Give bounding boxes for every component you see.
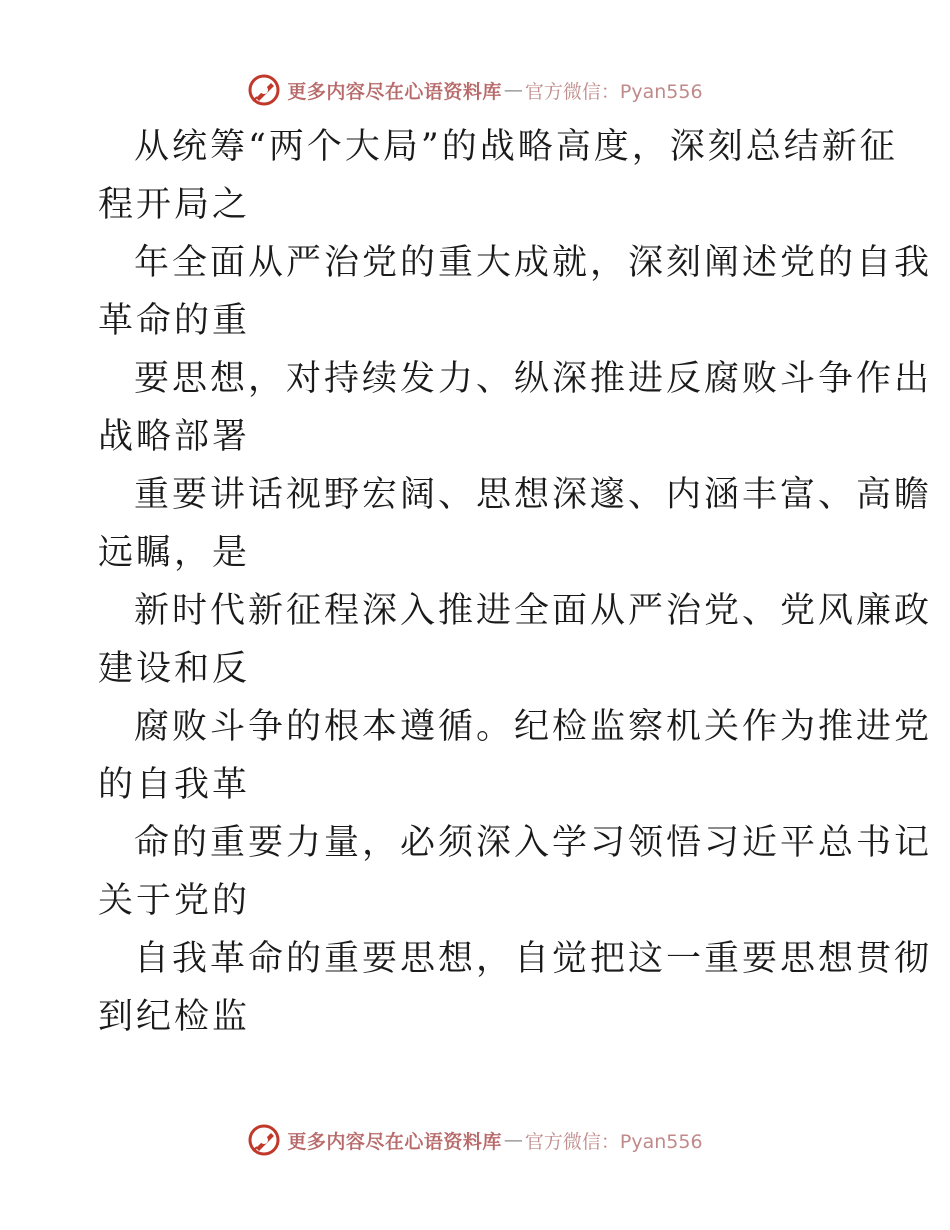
paragraph-line: 新时代新征程深入推进全面从严治党、党风廉政: [134, 591, 933, 631]
paragraph-line: 年全面从严治党的重大成就，深刻阐述党的自我: [134, 243, 933, 283]
paragraph: [98, 466, 933, 582]
document-body: [98, 118, 933, 1046]
pen-logo-icon: [247, 73, 281, 107]
header-banner: [0, 70, 950, 110]
paragraph-line: 革命的重: [98, 301, 251, 341]
pen-logo-icon: [247, 1123, 281, 1157]
paragraph-line: 远瞩，是: [98, 533, 251, 573]
paragraph: [98, 350, 933, 466]
paragraph: [98, 930, 933, 1046]
paragraph: [98, 234, 933, 350]
banner-title: 更多内容尽在心语资料库: [287, 1130, 502, 1153]
paragraph: [98, 698, 933, 814]
banner-wechat: 官方微信：Pyan556: [524, 1130, 703, 1153]
paragraph-line: 从统筹“两个大局”的战略高度，深刻总结新征: [134, 127, 898, 167]
paragraph-line: 自我革命的重要思想，自觉把这一重要思想贯彻: [134, 939, 933, 979]
paragraph-line: 程开局之: [98, 185, 251, 225]
paragraph: [98, 814, 933, 930]
banner-dash: —: [503, 1129, 523, 1151]
paragraph: [98, 582, 933, 698]
paragraph-line: 到纪检监: [98, 997, 251, 1037]
paragraph-line: 的自我革: [98, 765, 251, 805]
paragraph-line: 腐败斗争的根本遵循。纪检监察机关作为推进党: [134, 707, 933, 747]
footer-banner: [0, 1120, 950, 1160]
paragraph-line: 命的重要力量，必须深入学习领悟习近平总书记: [134, 823, 933, 863]
banner-title: 更多内容尽在心语资料库: [287, 80, 502, 103]
paragraph: [98, 118, 898, 234]
paragraph-line: 要思想，对持续发力、纵深推进反腐败斗争作出: [134, 359, 933, 399]
paragraph-line: 建设和反: [98, 649, 251, 689]
banner-dash: —: [503, 79, 523, 101]
paragraph-line: 关于党的: [98, 881, 251, 921]
banner-wechat: 官方微信：Pyan556: [524, 80, 703, 103]
paragraph-line: 重要讲话视野宏阔、思想深邃、内涵丰富、高瞻: [134, 475, 933, 515]
paragraph-line: 战略部署: [98, 417, 251, 457]
